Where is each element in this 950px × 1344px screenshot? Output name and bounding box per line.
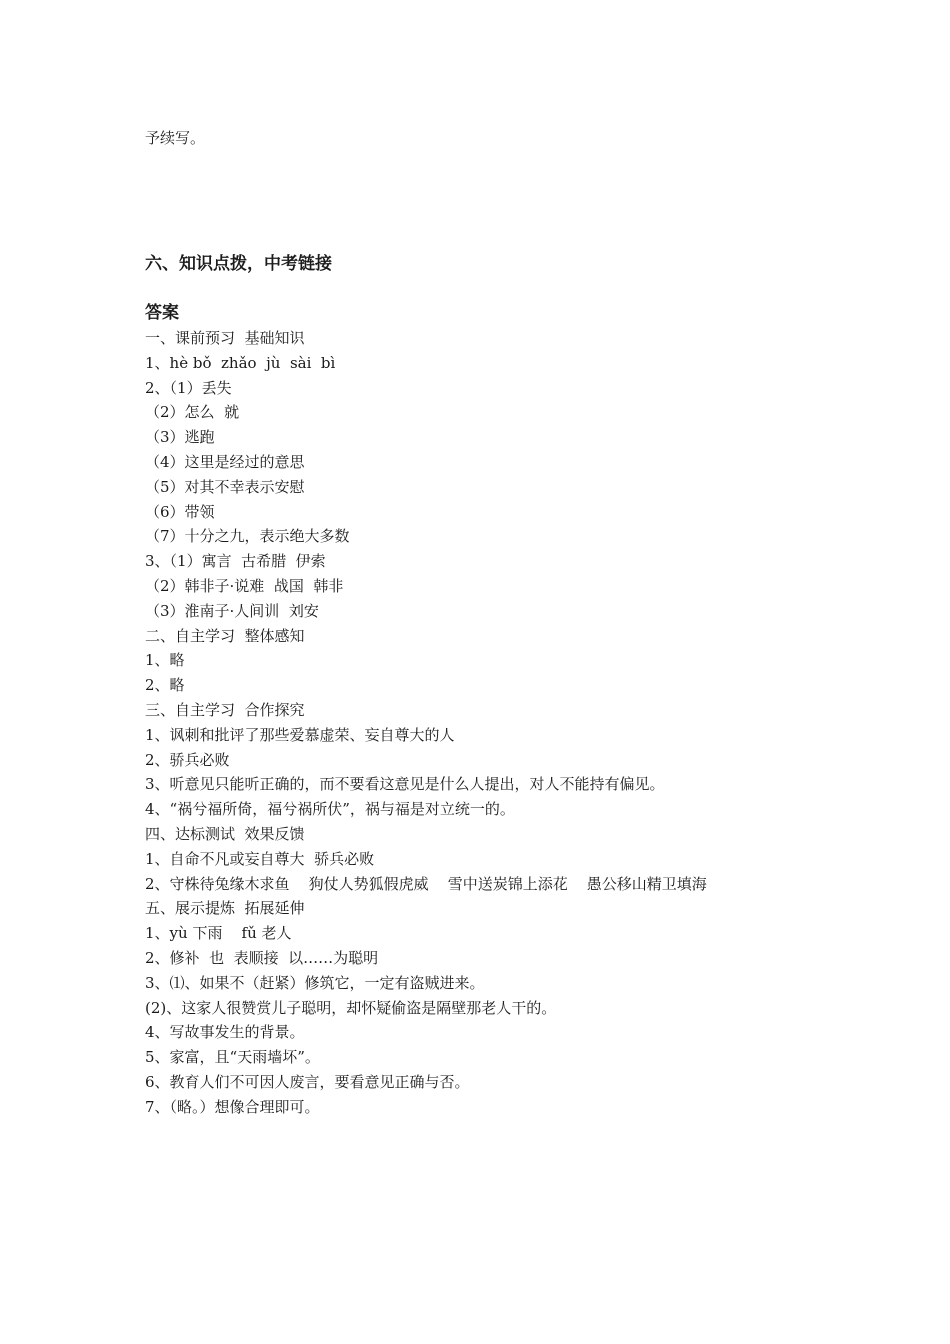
answer-line: （3）逃跑 — [145, 428, 215, 447]
answer-line: 4、“祸兮福所倚，福兮祸所伏”，祸与福是对立统一的。 — [145, 800, 515, 819]
answer-line: （4）这里是经过的意思 — [145, 452, 305, 471]
answer-line: （5）对其不幸表示安慰 — [145, 477, 305, 496]
answer-line: 2、略 — [145, 676, 185, 695]
answer-line: 2、骄兵必败 — [145, 750, 230, 769]
answer-line: 1、略 — [145, 651, 185, 670]
answer-line: 3、（1）寓言 古希腊 伊索 — [145, 552, 326, 571]
answer-line: 1、hè bǒ zhǎo jù sài bì — [145, 353, 336, 372]
answer-line: 1、yù 下雨 fǔ 老人 — [145, 924, 292, 943]
answer-line: （2）韩非子·说难 战国 韩非 — [145, 576, 344, 595]
answer-heading: 答案 — [145, 303, 179, 323]
answer-line: (2)、这家人很赞赏儿子聪明，却怀疑偷盗是隔壁那老人干的。 — [145, 998, 557, 1017]
answer-line: （3）淮南子·人间训 刘安 — [145, 601, 319, 620]
answer-list — [145, 326, 845, 1120]
answer-line: 7、（略。）想像合理即可。 — [145, 1097, 320, 1116]
answer-line: 2、修补 也 表顺接 以……为聪明 — [145, 948, 379, 967]
answer-line: （6）带领 — [145, 502, 215, 521]
answer-line: 四、达标测试 效果反馈 — [145, 824, 305, 843]
answer-line: 五、展示提炼 拓展延伸 — [145, 899, 305, 918]
answer-line: 三、自主学习 合作探究 — [145, 700, 305, 719]
answer-line: 6、教育人们不可因人废言，要看意见正确与否。 — [145, 1072, 470, 1091]
answer-line: （7）十分之九，表示绝大多数 — [145, 527, 350, 546]
answer-line: 2、（1）丢失 — [145, 378, 232, 397]
answer-line: 3、⑴、如果不（赶紧）修筑它，一定有盗贼进来。 — [145, 973, 485, 992]
answer-line: （2）怎么 就 — [145, 403, 240, 422]
section-heading: 六、知识点拨，中考链接 — [145, 254, 332, 274]
answer-line: 一、课前预习 基础知识 — [145, 329, 305, 347]
answer-line: 1、自命不凡或妄自尊大 骄兵必败 — [145, 849, 375, 868]
answer-line: 3、听意见只能听正确的，而不要看这意见是什么人提出，对人不能持有偏见。 — [145, 775, 665, 794]
answer-line: 4、写故事发生的背景。 — [145, 1023, 305, 1042]
answer-line: 1、讽刺和批评了那些爱慕虚荣、妄自尊大的人 — [145, 725, 455, 744]
answer-line: 二、自主学习 整体感知 — [145, 626, 305, 645]
answer-line: 2、守株待兔缘木求鱼 狗仗人势狐假虎威 雪中送炭锦上添花 愚公移山精卫填海 — [145, 874, 707, 893]
intro-line: 予续写。 — [145, 129, 206, 147]
answer-line: 5、家富，且“天雨墙坏”。 — [145, 1048, 320, 1067]
